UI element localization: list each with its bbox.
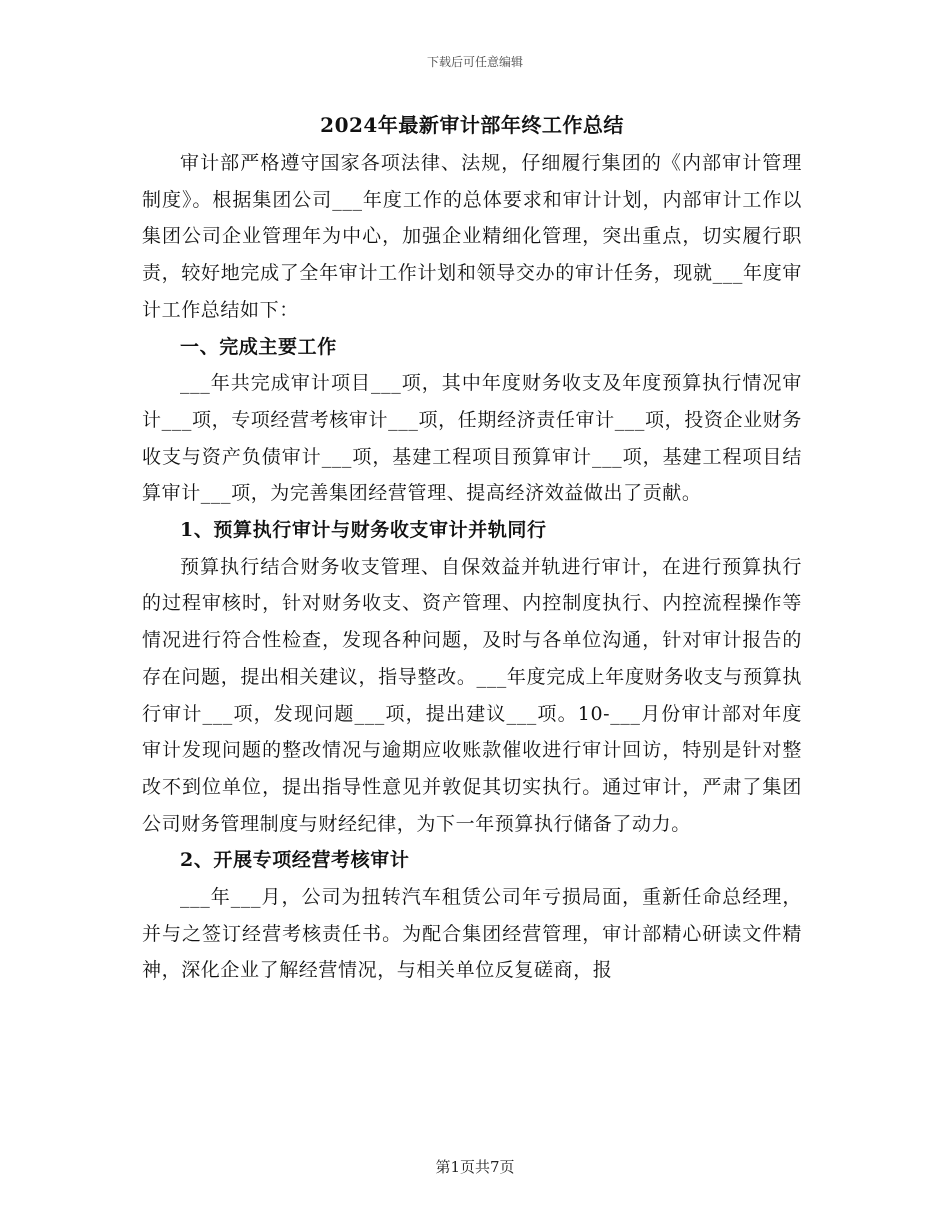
document-title: 2024年最新审计部年终工作总结 (320, 113, 624, 137)
paragraph-intro: 审计部严格遵守国家各项法律、法规，仔细履行集团的《内部审计管理制度》。根据集团公司___年度工作的总体要求和审计计划，内部审计工作以集团公司企业管理年为中心，加强企业精细化管理，突出重点，切实履行职责，较好地完成了全年审计工作计划和领导交办的审计任务，现就___年度审计工作总结如下： (142, 152, 802, 321)
page-footer: 第1页共7页 (435, 1158, 515, 1176)
section-heading-budget-audit: 1、预算执行审计与财务收支审计并轨同行 (180, 519, 547, 542)
paragraph-budget-audit: 预算执行结合财务收支管理、自保效益并轨进行审计，在进行预算执行的过程审核时，针对财务收支、资产管理、内控制度执行、内控流程操作等情况进行符合性检查，发现各种问题，及时与各单位沟通，针对审计报告的存在问题，提出相关建议，指导整改。___年度完成上年度财务收支与预算执行审计___项，发现问题___项，提出建议___项。10-___月份审计部对年度审计发现问题的整改情况与逾期应收账款催收进行审计回访，特别是针对整改不到位单位，提出指导性意见并敦促其切实执行。通过审计，严肃了集团公司财务管理制度与财经纪律，为下一年预算执行储备了动力。 (142, 555, 802, 835)
paragraph-special-audit: ___年___月，公司为扭转汽车租赁公司年亏损局面，重新任命总经理，并与之签订经营考核责任书。为配合集团经营管理，审计部精心研读文件精神，深化企业了解经营情况，与相关单位反复磋商，报 (142, 886, 802, 982)
document-body (142, 108, 802, 989)
page-header: 下载后可任意编辑 (426, 55, 523, 69)
section-heading-special-audit: 2、开展专项经营考核审计 (180, 849, 410, 872)
section-heading-main-work: 一、完成主要工作 (180, 335, 337, 358)
paragraph-main-work: ___年共完成审计项目___项，其中年度财务收支及年度预算执行情况审计___项，专项经营考核审计___项，任期经济责任审计___项，投资企业财务收支与资产负债审计___项，基建工程项目预算审计___项，基建工程项目结算审计___项，为完善集团经营管理、提高经济效益做出了贡献。 (142, 372, 802, 505)
